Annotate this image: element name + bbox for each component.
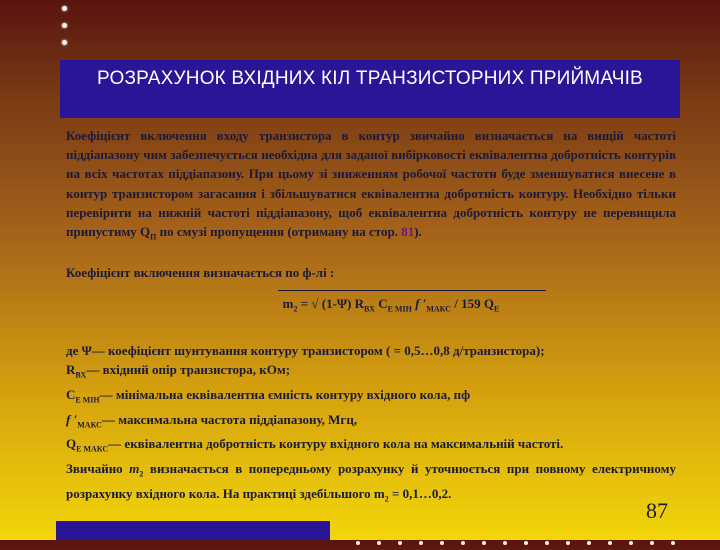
paragraph-1-text: Коефіцієнт включення входу транзистора в контур звичайно визначається на вищій частоті піддіапазону чим забезпечується необхідна для заданої вибірковості еквівалентна добротність контурів на всіх частотах піддіапазону. При цьому зі зниженням робочої частоти буде зменшуватися внесене в контур транзистором загасання і збільшуватися еквівалентна добротність контуру. Необхідно тільки перевірити на нижній частоті піддіапазону, щоб еквівалентна добротність контуру не перевищила припустиму Q <box>66 128 676 240</box>
dot <box>545 541 549 545</box>
dot <box>608 541 612 545</box>
formula-div: / 159 Q <box>451 296 495 312</box>
formula <box>66 294 676 319</box>
formula-r-sub: ВХ <box>364 304 375 314</box>
page-number: 87 <box>646 498 668 523</box>
dot <box>398 541 402 545</box>
decorative-dots <box>62 6 70 57</box>
def-c-symbol: C <box>66 386 76 402</box>
dot <box>503 541 507 545</box>
def-last-b-sub: 2 <box>384 494 389 504</box>
formula-c-sub: Е МІН <box>387 304 412 314</box>
paragraph-2: Коефіцієнт включення визначається по ф-лі : <box>66 264 335 280</box>
formula-c: C <box>374 296 388 312</box>
decorative-dots-bottom <box>356 532 692 550</box>
def-q <box>66 434 676 459</box>
dot <box>62 40 67 45</box>
formula-m: m <box>282 296 294 312</box>
dot <box>356 541 360 545</box>
def-f-symbol: f ′ <box>66 411 78 427</box>
paragraph-1-end: ). <box>414 224 422 240</box>
formula-f-sub: МАКС <box>426 304 452 314</box>
def-f <box>66 410 676 435</box>
def-r-symbol: R <box>66 362 76 378</box>
def-r <box>66 360 676 385</box>
def-last-b: визначається в попередньому розрахунку й уточнюється при повному електричному розрахунку вхідного кола. На практиці здебільшого m <box>66 461 677 501</box>
def-r-sub: ВХ <box>75 370 87 380</box>
dot <box>62 6 67 11</box>
def-last-c: = 0,1…0,2. <box>388 486 452 501</box>
dot <box>440 541 444 545</box>
def-f-sub: МАКС <box>77 420 102 430</box>
def-last-m-sub: 2 <box>139 469 144 479</box>
slide-title-text: РОЗРАХУНОК ВХІДНИХ КІЛ ТРАНЗИСТОРНИХ ПРИЙМАЧІВ <box>97 68 643 89</box>
formula-m-sub: 2 <box>293 304 298 314</box>
def-q-symbol: Q <box>66 436 77 452</box>
def-q-text: — еквівалентна добротність контуру вхідного кола на максимальній частоті. <box>108 436 564 452</box>
slide-content <box>66 126 676 509</box>
page-reference: 81 <box>401 224 415 240</box>
def-c <box>66 385 676 410</box>
dot <box>671 541 675 545</box>
def-q-sub: Е МАКС <box>76 445 109 454</box>
formula-f: f ′ <box>411 296 427 312</box>
dot <box>629 541 633 545</box>
def-psi: де Ψ— коефіцієнт шунтування контуру транзистором ( = 0,5…0,8 д/транзистора); <box>66 342 545 358</box>
dot <box>650 541 654 545</box>
dot <box>377 541 381 545</box>
formula-eq: = √ (1-Ψ) R <box>297 296 365 312</box>
def-c-sub: Е МІН <box>75 395 100 405</box>
def-f-text: — максимальна частота піддіапазону, Мгц, <box>101 411 358 427</box>
dot <box>419 541 423 545</box>
paragraph-1-tail: по смузі пропущення (отриману на стор. <box>156 224 402 240</box>
def-last-a: Звичайно <box>66 461 130 477</box>
def-last <box>66 459 676 509</box>
dot <box>566 541 570 545</box>
dot <box>482 541 486 545</box>
formula-q-sub: Е <box>494 304 500 314</box>
paragraph-1 <box>66 126 676 247</box>
dot <box>524 541 528 545</box>
slide-title <box>60 60 680 118</box>
def-c-text: — мінімальна еквівалентна ємність контуру вхідного кола, пф <box>99 386 471 402</box>
dot <box>62 23 67 28</box>
def-last-m: m <box>129 461 140 477</box>
dot <box>461 541 465 545</box>
def-r-text: — вхідний опір транзистора, кОм; <box>86 362 291 378</box>
root-overline <box>278 290 546 291</box>
bottom-bar <box>56 521 330 540</box>
dot <box>587 541 591 545</box>
q-subscript: П <box>150 232 157 242</box>
